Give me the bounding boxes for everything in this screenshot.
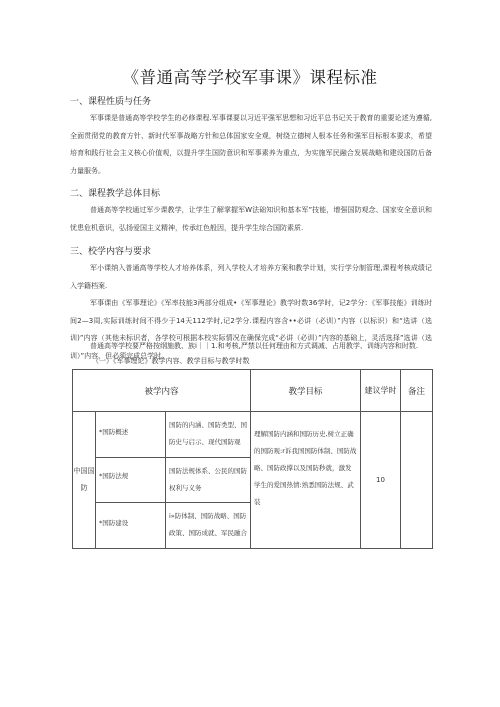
section-3-paragraph-1: 军小课纳入普通高等学校人才培养体系，列入学校人才培养方案和教学计划，实行学分制管理,课程考核成绩记入学籍档案. xyxy=(70,264,432,290)
detail-cell: 国防法规体系、公民的国防权利与义务 xyxy=(166,458,251,503)
hours-cell: 10 xyxy=(361,412,401,549)
document-title: 《普通高等学校军事课》课程标准 xyxy=(122,68,378,87)
curriculum-table xyxy=(72,369,433,549)
goal-cell: 理解国防内涵和国防历史,树立正确的国防观:r诉我国国防体制、国防战略、国防政撑以及国防秒就，激发学生的爱国热情:熟悉国防法规、武装 xyxy=(251,412,361,549)
table-row xyxy=(73,412,433,458)
section-heading-3: 三、校学内容与要求 xyxy=(70,247,152,257)
header-content: 被学内容 xyxy=(73,370,251,412)
note-cell xyxy=(401,412,433,549)
section-2-paragraph: 普通高等学校通过军少课教学，让学生了解掌握军W法础知识和基本军”技能，增强国防观念、国家安全意识和忧患危机意识，弘扬爱国主义精神，传承红色般因，提升学生综合国防素质. xyxy=(70,206,432,232)
section-3-paragraph-2: 军事课由《军事理论》《军率技能3两部分组成•《军事理论》教学时数36学时，记2学分：《军事技能》训练时间2—3周,实际训练时间不得少于14天112学时,记2学分.课程内容含••必讲（必训）”内容（以标识）和“选讲（选训)”内容（其他未标识者，各学校可根据本校实际情况在确保完成“必讲（必训）”内容的基础上，灵活选择”选讲（选训）”内容，但必须完成总学时。 xyxy=(70,299,432,360)
header-note: 备注 xyxy=(401,370,433,412)
table-caption: （一）《军事理论》教学内容、教学目标与教学时数 xyxy=(92,357,250,365)
section-heading-2: 二、课程教学总体目标 xyxy=(70,189,161,199)
group-cell: 中国国防 xyxy=(73,412,96,549)
detail-cell: i»防体制、国防战略、国防政策、国防成就、军民融合 xyxy=(166,503,251,549)
header-goal: 教学目标 xyxy=(251,370,361,412)
table-header-row xyxy=(73,370,433,412)
section-1-paragraph: 军事课是普通高等学校学生的必修课程.军事课要以习近平强军思想和习近平总书记关于教育的重要论述为遵循,全面贯彻党的教育方针、新时代军事战略方针和总体国家安全观，树绕立德树人根本任务和强军目标根本要求，希望培育和践行社会主义核心价值观，以提升学生国防意识和军事素养为重点，为实施军民融合发展战略和建设国防后备力量服务。 xyxy=(70,114,432,175)
section-heading-1: 一、课程性质与任务 xyxy=(70,97,152,107)
header-hours: 建议学时 xyxy=(361,370,401,412)
detail-cell: 国防的内涵、国防类型、国防史与启示、现代国防观 xyxy=(166,412,251,458)
topic-cell: *国防概述 xyxy=(96,412,166,458)
section-3-paragraph-3: 普通高等学校要严格按纲施教、族i｜｜1.和考核,严禁以任何理由和方式调减、占用教学、训练内容和时数. xyxy=(90,342,419,350)
topic-cell: *国防建设 xyxy=(96,503,166,549)
topic-cell: *国防法规 xyxy=(96,458,166,503)
